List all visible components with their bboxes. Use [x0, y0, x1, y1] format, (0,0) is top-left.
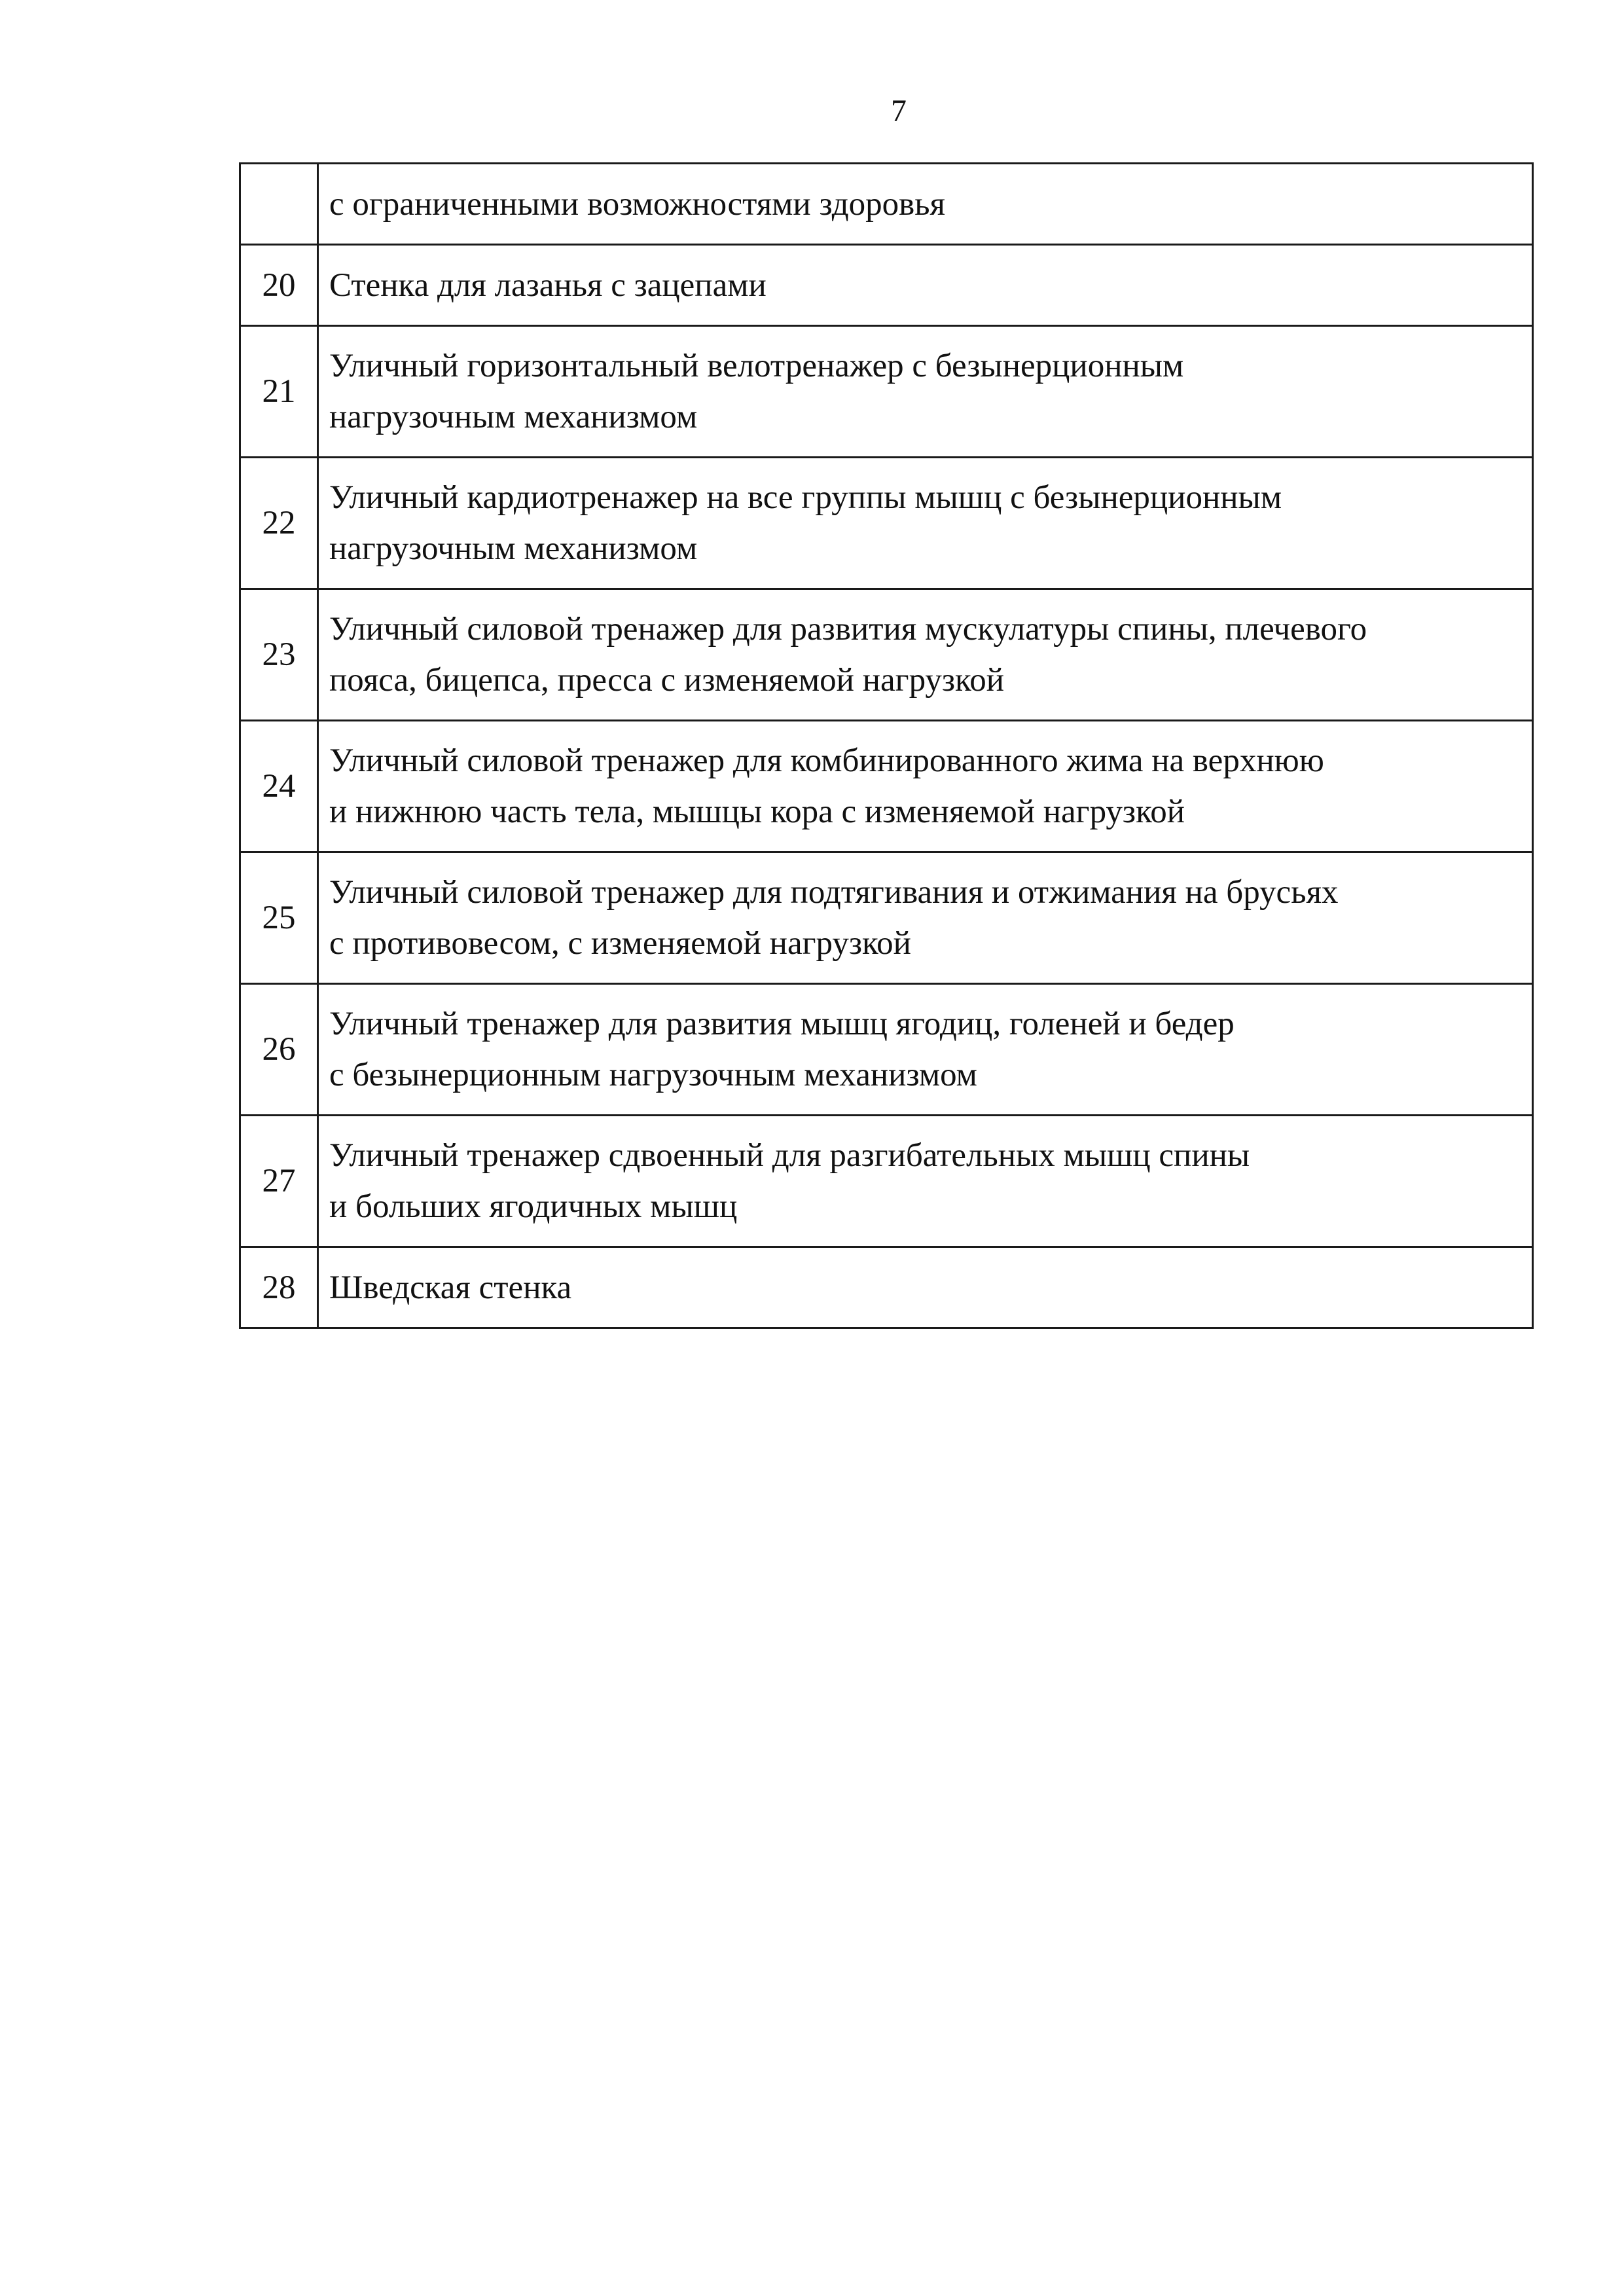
description-line: Уличный силовой тренажер для подтягивания и отжимания на брусьях [329, 874, 1339, 911]
description-line: пояса, бицепса, пресса с изменяемой нагрузкой [329, 662, 1005, 699]
row-description [318, 721, 1533, 852]
equipment-table [239, 162, 1534, 1329]
row-description [318, 164, 1533, 245]
table-row [240, 852, 1533, 984]
description-line: с ограниченными возможностями здоровья [329, 185, 945, 223]
row-description [318, 245, 1533, 326]
table-row [240, 245, 1533, 326]
table-row [240, 326, 1533, 458]
row-number: 28 [240, 1247, 318, 1328]
table-row [240, 1116, 1533, 1247]
table-row [240, 1247, 1533, 1328]
table-row [240, 164, 1533, 245]
description-line: Уличный силовой тренажер для развития мускулатуры спины, плечевого [329, 611, 1367, 647]
description-line: Уличный силовой тренажер для комбинированного жима на верхнюю [329, 742, 1324, 779]
description-line: и нижнюю часть тела, мышцы кора с изменяемой нагрузкой [329, 793, 1185, 830]
row-number: 24 [240, 721, 318, 852]
description-line: и больших ягодичных мышц [329, 1188, 738, 1225]
description-line: с безынерционным нагрузочным механизмом [329, 1057, 977, 1093]
row-number: 22 [240, 458, 318, 589]
row-number: 20 [240, 245, 318, 326]
description-line: нагрузочным механизмом [329, 530, 698, 567]
row-number [240, 164, 318, 245]
row-number: 27 [240, 1116, 318, 1247]
row-number: 21 [240, 326, 318, 458]
description-line: Уличный тренажер сдвоенный для разгибательных мышц спины [329, 1137, 1250, 1174]
description-line: Стенка для лазанья с зацепами [329, 266, 767, 304]
row-number: 25 [240, 852, 318, 984]
description-line: Уличный кардиотренажер на все группы мышц с безынерционным [329, 479, 1282, 516]
description-line: с противовесом, с изменяемой нагрузкой [329, 925, 911, 962]
row-description [318, 1247, 1533, 1328]
row-description [318, 458, 1533, 589]
row-number: 26 [240, 984, 318, 1116]
table-row [240, 984, 1533, 1116]
page-number: 7 [891, 94, 907, 128]
row-description [318, 589, 1533, 721]
row-description [318, 984, 1533, 1116]
description-line: Уличный горизонтальный велотренажер с безынерционным [329, 348, 1184, 384]
description-line: Уличный тренажер для развития мышц ягодиц, голеней и бедер [329, 1006, 1235, 1042]
row-number: 23 [240, 589, 318, 721]
row-description [318, 852, 1533, 984]
table-row [240, 458, 1533, 589]
row-description [318, 326, 1533, 458]
description-line: Шведская стенка [329, 1269, 572, 1306]
row-description [318, 1116, 1533, 1247]
description-line: нагрузочным механизмом [329, 399, 698, 435]
table-row [240, 721, 1533, 852]
table-row [240, 589, 1533, 721]
